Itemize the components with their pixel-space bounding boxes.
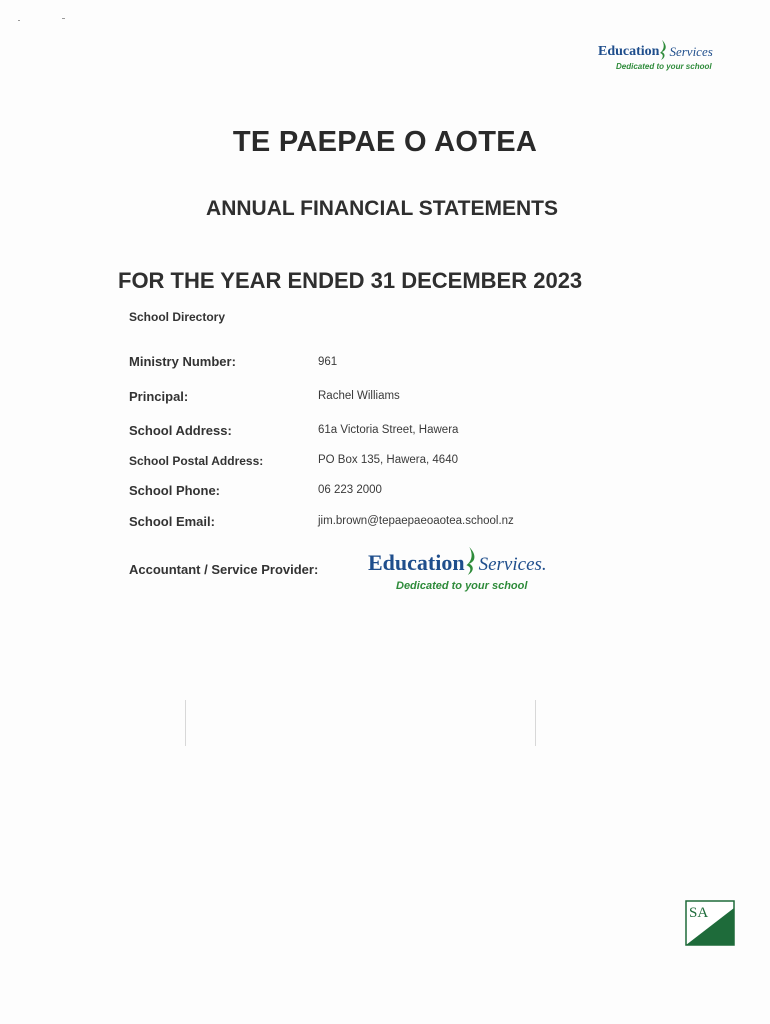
scan-mark-line xyxy=(185,700,186,746)
directory-label: School Phone: xyxy=(129,483,220,498)
sa-badge xyxy=(685,900,735,946)
directory-value: Rachel Williams xyxy=(318,390,400,402)
logo-word-services: Services xyxy=(669,44,713,59)
provider-label: Accountant / Service Provider: xyxy=(129,562,319,577)
education-services-logo-provider xyxy=(368,546,588,606)
leaf-swoosh-icon xyxy=(659,40,669,60)
directory-value: PO Box 135, Hawera, 4640 xyxy=(318,454,458,466)
directory-value: jim.brown@tepaepaeoaotea.school.nz xyxy=(318,515,514,527)
directory-label: School Email: xyxy=(129,514,215,529)
logo-tagline: Dedicated to your school xyxy=(396,580,528,592)
scan-speck xyxy=(62,18,65,19)
directory-label: School Address: xyxy=(129,423,232,438)
logo-tagline: Dedicated to your school xyxy=(616,62,712,71)
education-services-logo-header xyxy=(598,40,738,80)
scan-speck xyxy=(18,20,20,21)
leaf-swoosh-icon xyxy=(465,546,479,576)
document-subtitle: ANNUAL FINANCIAL STATEMENTS xyxy=(206,197,558,220)
scan-mark-line xyxy=(535,700,536,746)
directory-value: 61a Victoria Street, Hawera xyxy=(318,424,459,436)
directory-heading: School Directory xyxy=(129,310,226,324)
directory-label: School Postal Address: xyxy=(129,454,264,468)
logo-word-education: Education xyxy=(368,550,465,575)
directory-value: 961 xyxy=(318,356,338,368)
logo-word-education: Education xyxy=(598,44,660,59)
document-period: FOR THE YEAR ENDED 31 DECEMBER 2023 xyxy=(118,268,583,293)
directory-value: 06 223 2000 xyxy=(318,484,382,496)
directory-label: Principal: xyxy=(129,389,189,404)
document-title: TE PAEPAE O AOTEA xyxy=(232,126,538,158)
logo-word-services: Services. xyxy=(478,554,547,575)
directory-label: Ministry Number: xyxy=(129,354,236,369)
sa-badge-graphic xyxy=(685,900,735,946)
badge-text: SA xyxy=(689,905,709,921)
